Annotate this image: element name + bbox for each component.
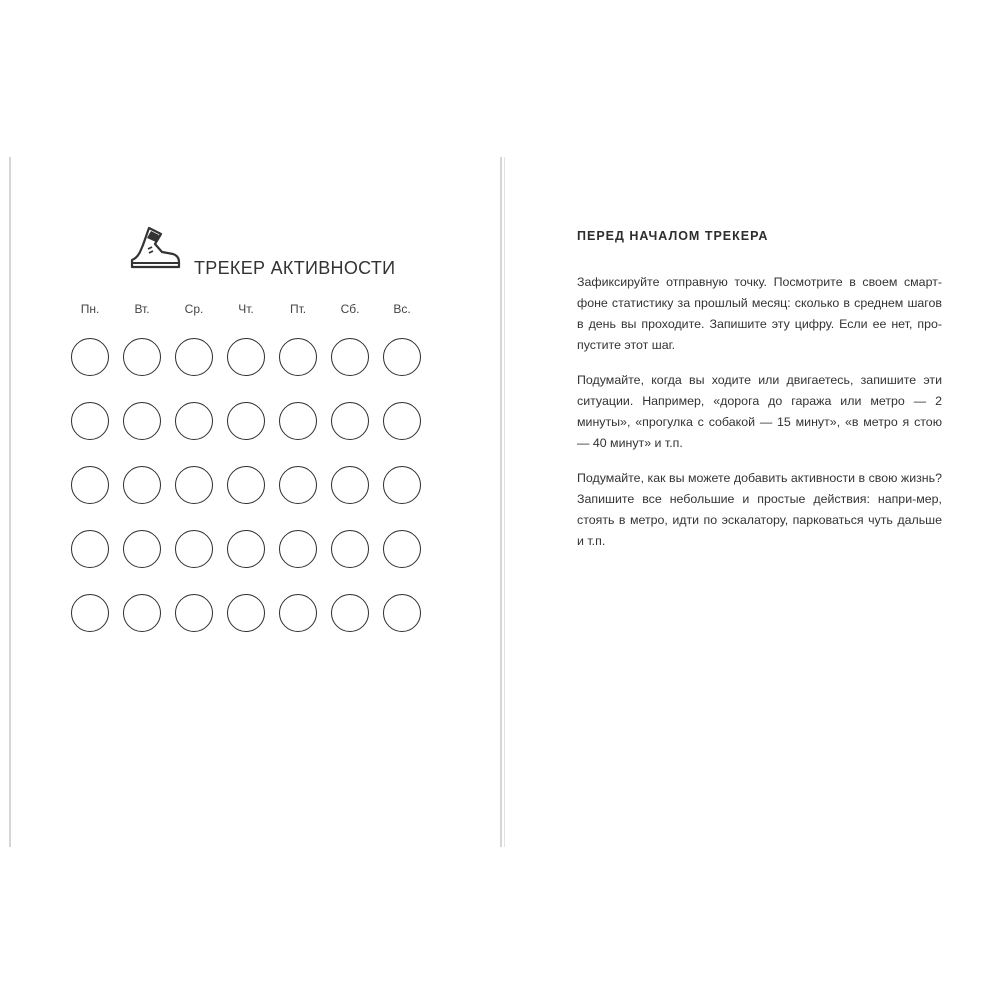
tracker-circle[interactable] [227,594,265,632]
tracker-circle[interactable] [123,338,161,376]
tracker-circle[interactable] [279,338,317,376]
paragraph-situations: Подумайте, когда вы ходите или двигаетесь, запишите эти ситуации. Например, «дорога до гаража или метро — 2 минуты», «прогулка с собакой — 15 минут», «в метро я стою — 40 минут» и т.п. [577,373,942,450]
weekday-labels [0,302,500,322]
section-title: ПЕРЕД НАЧАЛОМ ТРЕКЕРА [577,229,769,243]
day-label-wed: Ср. [184,302,204,316]
tracker-circle[interactable] [123,530,161,568]
tracker-circle[interactable] [227,530,265,568]
tracker-circle[interactable] [331,402,369,440]
tracker-circle[interactable] [71,594,109,632]
tracker-circle[interactable] [227,466,265,504]
sneaker-icon [128,224,182,274]
day-label-thu: Чт. [238,302,254,316]
day-label-sat: Сб. [340,302,360,316]
tracker-circle[interactable] [175,466,213,504]
tracker-circle[interactable] [175,594,213,632]
tracker-circle[interactable] [71,402,109,440]
paragraph-starting-point: Зафиксируйте отправную точку. Посмотрите в своем смарт-фоне статистику за прошлый месяц: сколько в среднем шагов в день вы проходите. Запишите эту цифру. Если ее нет, про-пустите этот шаг. [577,275,942,352]
tracker-circle[interactable] [123,402,161,440]
tracker-circle[interactable] [331,338,369,376]
tracker-circle[interactable] [383,466,421,504]
tracker-circle[interactable] [71,530,109,568]
left-page-edge [9,157,11,847]
tracker-circle[interactable] [123,466,161,504]
tracker-circle[interactable] [175,402,213,440]
tracker-circle[interactable] [175,530,213,568]
tracker-circle[interactable] [227,338,265,376]
tracker-circle[interactable] [71,466,109,504]
tracker-header [128,224,448,284]
tracker-circle[interactable] [227,402,265,440]
book-spine-right [504,157,505,847]
right-page [577,226,942,566]
tracker-circle[interactable] [279,402,317,440]
tracker-circle[interactable] [331,594,369,632]
tracker-circle[interactable] [383,530,421,568]
tracker-circle[interactable] [71,338,109,376]
tracker-circle[interactable] [279,466,317,504]
tracker-circle[interactable] [331,530,369,568]
tracker-circle[interactable] [331,466,369,504]
tracker-circle[interactable] [279,594,317,632]
paragraph-add-activity: Подумайте, как вы можете добавить активности в свою жизнь? Запишите все небольшие и простые действия: напри-мер, стоять в метро, идти по эскалатору, парковаться чуть дальше и т.п. [577,471,942,548]
tracker-circle[interactable] [123,594,161,632]
day-label-mon: Пн. [80,302,100,316]
day-label-tue: Вт. [134,302,150,316]
day-label-fri: Пт. [289,302,307,316]
day-label-sun: Вс. [393,302,411,316]
tracker-circle[interactable] [383,338,421,376]
tracker-circle[interactable] [279,530,317,568]
tracker-circle[interactable] [383,402,421,440]
tracker-circle[interactable] [175,338,213,376]
tracker-circle[interactable] [383,594,421,632]
book-spine-left [500,157,502,847]
tracker-title: ТРЕКЕР АКТИВНОСТИ [194,258,396,278]
